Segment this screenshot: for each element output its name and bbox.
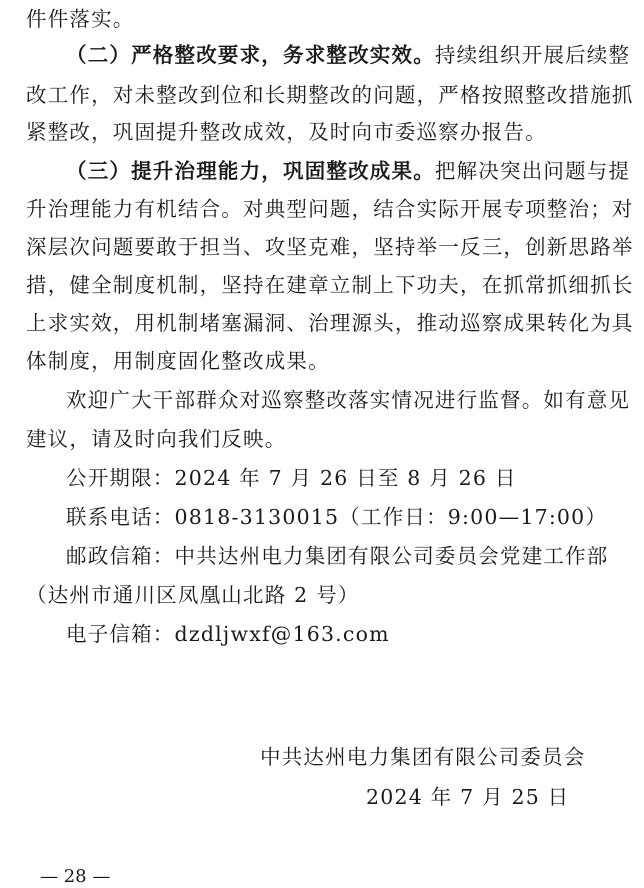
text-line: 体制度，用制度固化整改成果。 bbox=[26, 349, 330, 373]
text-line bbox=[66, 156, 630, 186]
signature-date: 2024 年 7 月 25 日 bbox=[366, 785, 570, 809]
text-line: 措，健全制度机制，坚持在建章立制上下功夫，在抓常抓细抓长 bbox=[26, 273, 634, 297]
postal-mailbox: 邮政信箱：中共达州电力集团有限公司委员会党建工作部 bbox=[66, 544, 609, 568]
page-number: — 28 — bbox=[40, 866, 111, 887]
disclosure-period: 公开期限：2024 年 7 月 26 日至 8 月 26 日 bbox=[66, 466, 517, 490]
signature-org: 中共达州电力集团有限公司委员会 bbox=[260, 745, 586, 769]
text-line: 升治理能力有机结合。对典型问题，结合实际开展专项整治；对 bbox=[26, 197, 634, 221]
text-span: 持续组织开展后续整 bbox=[434, 43, 631, 67]
postal-address: （达州市通川区凤凰山北路 2 号） bbox=[26, 583, 360, 607]
text-line: 紧整改，巩固提升整改成效，及时向市委巡察办报告。 bbox=[26, 120, 547, 144]
section-heading: （三）提升治理能力，巩固整改成果。 bbox=[66, 159, 435, 183]
text-line: 上求实效，用机制堵塞漏洞、治理源头，推动巡察成果转化为具 bbox=[26, 311, 634, 335]
contact-phone: 联系电话：0818-3130015（工作日：9:00—17:00） bbox=[66, 505, 608, 529]
text-span: 把解决突出问题与提 bbox=[434, 159, 631, 183]
text-line bbox=[66, 40, 630, 70]
section-heading: （二）严格整改要求，务求整改实效。 bbox=[66, 43, 435, 67]
email-address: 电子信箱：dzdljwxf@163.com bbox=[66, 622, 390, 646]
text-line: 建议，请及时向我们反映。 bbox=[26, 427, 287, 451]
text-line: 件件落实。 bbox=[26, 7, 135, 31]
text-line: 改工作，对未整改到位和长期整改的问题，严格按照整改措施抓 bbox=[26, 83, 634, 107]
text-line: 深层次问题要敢于担当、攻坚克难，坚持举一反三，创新思路举 bbox=[26, 235, 634, 259]
text-line: 欢迎广大干部群众对巡察整改落实情况进行监督。如有意见 bbox=[66, 388, 631, 412]
